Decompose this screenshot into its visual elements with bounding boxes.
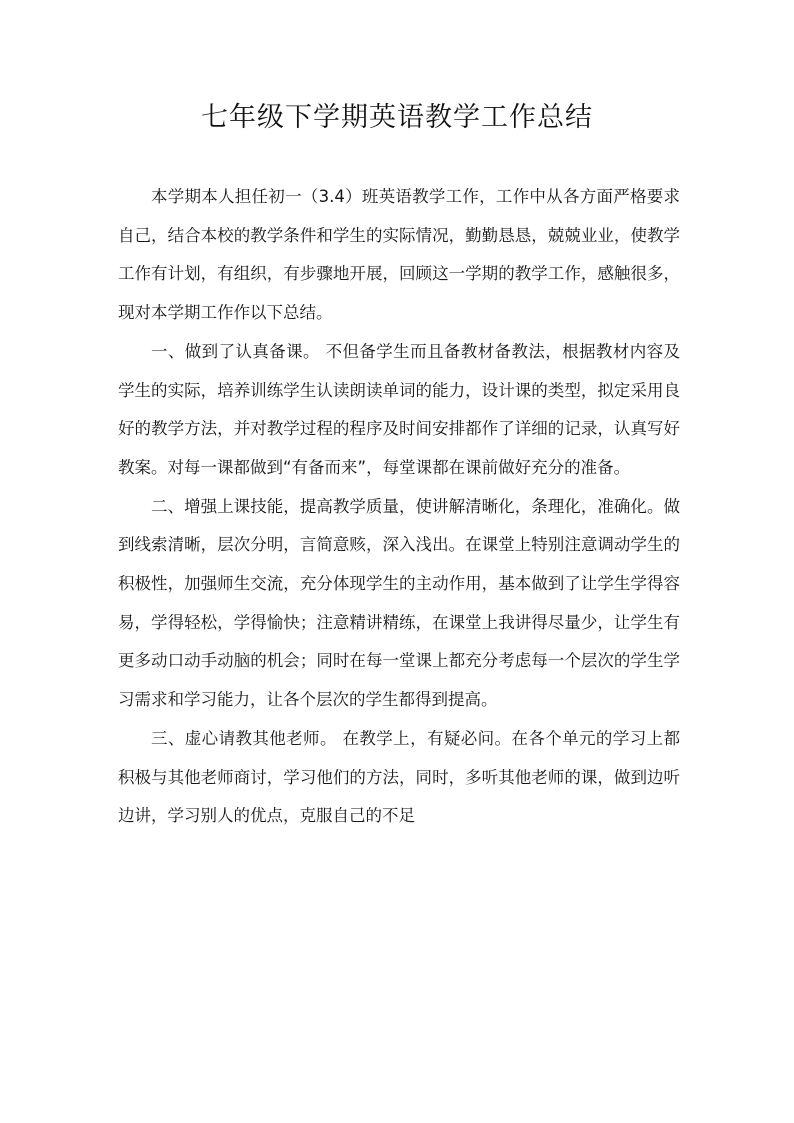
paragraph-section-3: 三、虚心请教其他老师。 在教学上，有疑必问。在各个单元的学习上都积极与其他老师商讨，学习他们的方法，同时，多听其他老师的课，做到边听边讲，学习别人的优点，克服自己的不足	[118, 728, 680, 826]
paragraph-section-2: 二、增强上课技能，提高教学质量，使讲解清晰化，条理化，准确化。做到线索清晰，层次分明，言简意赅，深入浅出。在课堂上特别注意调动学生的积极性，加强师生交流，充分体现学生的主动作用，基本做到了让学生学得容易，学得轻松，学得愉快；注意精讲精练，在课堂上我讲得尽量少，让学生有更多动口动手动脑的机会；同时在每一堂课上都充分考虑每一个层次的学生学习需求和学习能力，让各个层次的学生都得到提高。	[118, 496, 680, 710]
document-body	[118, 178, 680, 836]
paragraph-intro: 本学期本人担任初一（3.4）班英语教学工作，工作中从各方面严格要求自己，结合本校的教学条件和学生的实际情况，勤勤恳恳，兢兢业业，使教学工作有计划，有组织，有步骤地开展，回顾这一学期的教学工作，感触很多，现对本学期工作作以下总结。	[118, 187, 680, 323]
document-title: 七年级下学期英语教学工作总结	[201, 102, 593, 133]
paragraph-section-1: 一、做到了认真备课。 不但备学生而且备教材备教法，根据教材内容及学生的实际，培养训练学生认读朗读单词的能力，设计课的类型，拟定采用良好的教学方法，并对教学过程的程序及时间安排都作了详细的记录，认真写好教案。对每一课都做到“有备而来”，每堂课都在课前做好充分的准备。	[118, 341, 680, 477]
